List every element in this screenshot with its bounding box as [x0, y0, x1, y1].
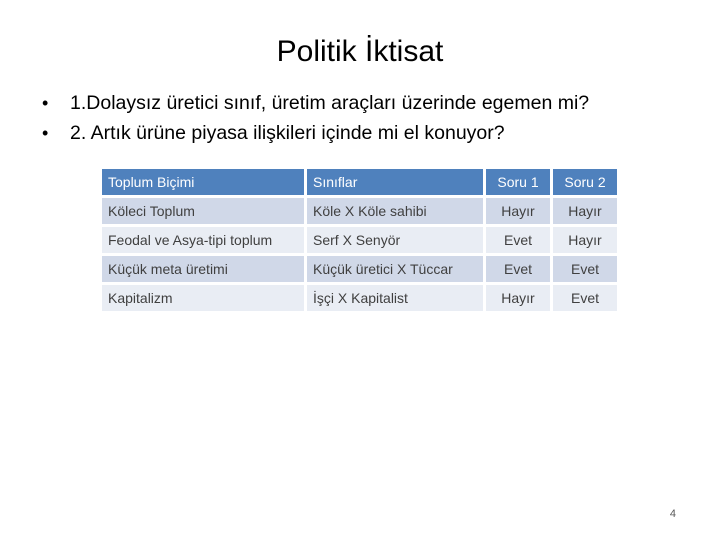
table-cell: İşçi X Kapitalist — [307, 285, 483, 311]
society-forms-table — [99, 166, 620, 314]
bullet-icon: • — [42, 93, 49, 113]
header-classes: Sınıflar — [307, 169, 483, 195]
page-number: 4 — [669, 508, 676, 520]
table-cell: Hayır — [486, 285, 550, 311]
table-cell: Hayır — [553, 198, 617, 224]
bullet-text: 2. Artık ürüne piyasa ilişkileri içinde mi el konuyor? — [70, 122, 505, 144]
table-cell: Küçük üretici X Tüccar — [307, 256, 483, 282]
bullet-item — [42, 88, 702, 118]
bullet-text: 1.Dolaysız üretici sınıf, üretim araçları üzerinde egemen mi? — [70, 92, 590, 114]
bullet-list — [42, 88, 702, 148]
table-cell: Kapitalizm — [102, 285, 304, 311]
table-cell: Feodal ve Asya-tipi toplum — [102, 227, 304, 253]
table-header-row — [102, 169, 617, 195]
table-cell: Evet — [486, 256, 550, 282]
table-cell: Evet — [553, 256, 617, 282]
header-question-1: Soru 1 — [486, 169, 550, 195]
table-row — [102, 285, 617, 311]
table-cell: Evet — [553, 285, 617, 311]
table-row — [102, 256, 617, 282]
table-row — [102, 227, 617, 253]
table-cell: Evet — [486, 227, 550, 253]
table-row — [102, 198, 617, 224]
bullet-item — [42, 118, 702, 148]
table-cell: Küçük meta üretimi — [102, 256, 304, 282]
bullet-icon: • — [42, 123, 49, 143]
slide-title: Politik İktisat — [276, 35, 444, 68]
table-cell: Hayır — [486, 198, 550, 224]
table-cell: Hayır — [553, 227, 617, 253]
table-cell: Serf X Senyör — [307, 227, 483, 253]
header-question-2: Soru 2 — [553, 169, 617, 195]
table-cell: Köle X Köle sahibi — [307, 198, 483, 224]
table-cell: Köleci Toplum — [102, 198, 304, 224]
header-society-form: Toplum Biçimi — [102, 169, 304, 195]
